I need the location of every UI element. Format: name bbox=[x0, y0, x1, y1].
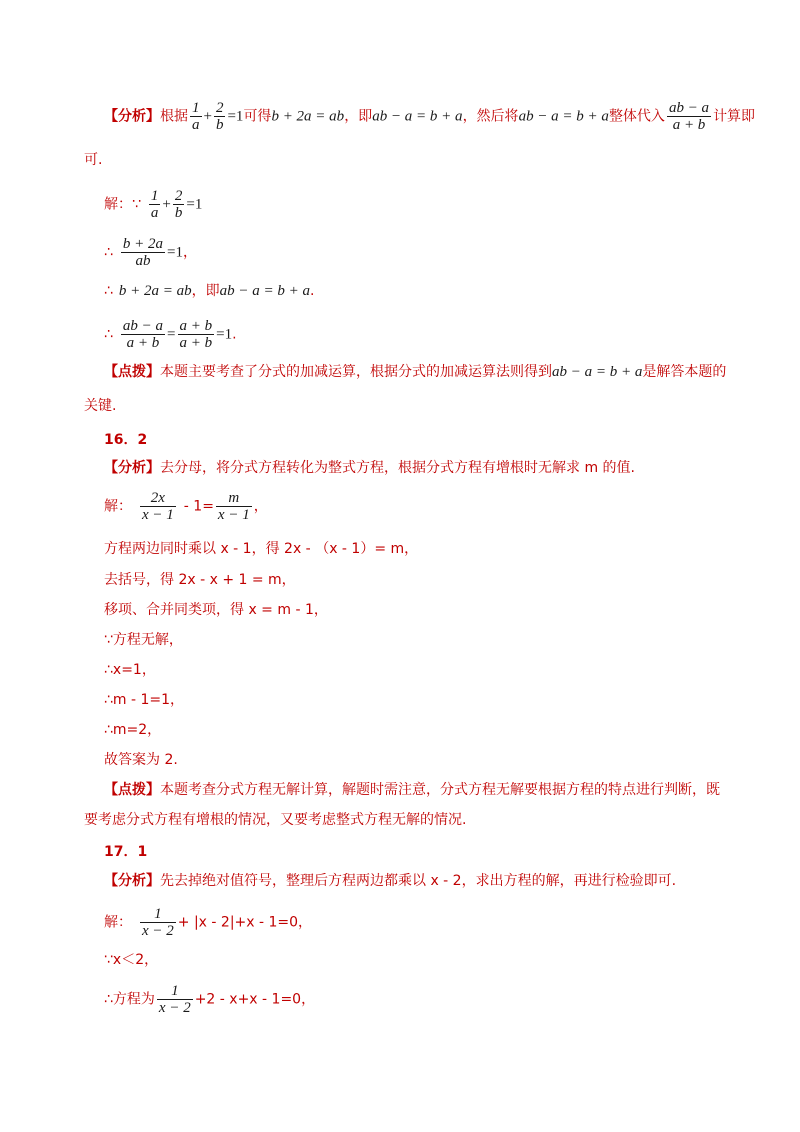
s16-step-2: 去括号，得 2x - x + 1 = m， bbox=[104, 572, 296, 588]
s16-solution-line: 解： $\frac{2x}{x - 1}$ - 1= $\frac{m}{x - 1}$ ， bbox=[104, 490, 268, 523]
s16-step-5: ∴x=1， bbox=[104, 662, 156, 678]
equation-ab-a-2: ab − a = b + a bbox=[518, 108, 609, 125]
s15-analysis-line bbox=[104, 100, 755, 133]
text: 整体代入 bbox=[608, 108, 665, 125]
s15-solution-line-2: ∴ $\frac{b + 2a}{ab}$ =1， bbox=[104, 236, 198, 269]
fraction: $\frac{a + b}{a + b}$ bbox=[179, 318, 213, 351]
s16-analysis-line: 【分析】去分母，将分式方程转化为整式方程，根据分式方程有增根时无解求 m 的值. bbox=[104, 460, 635, 476]
text: 可得 bbox=[243, 108, 272, 125]
fraction: $\frac{1}{a}$ bbox=[150, 188, 159, 221]
question-17-number: 17．1 bbox=[104, 844, 148, 860]
text: ，即 bbox=[344, 108, 373, 125]
s16-step-7: ∴m=2， bbox=[104, 722, 162, 738]
text: 根据 bbox=[160, 108, 188, 125]
s16-step-8: 故答案为 2. bbox=[104, 752, 178, 768]
s16-dianbo-line-2: 要考虑分式方程有增根的情况，又要考虑整式方程无解的情况. bbox=[84, 812, 467, 828]
equation-ab-a: ab − a = b + a bbox=[372, 108, 463, 125]
s15-dianbo-line: 【点拨】本题主要考查了分式的加减运算，根据分式的加减运算法则得到ab − a = b + a是解答本题的 bbox=[104, 364, 727, 380]
s15-solution-line-4: ∴ $\frac{ab - a}{a + b}$ = $\frac{a + b}{a + b}$ =1. bbox=[104, 318, 237, 351]
s16-step-4: ∵方程无解， bbox=[104, 632, 183, 648]
s15-solution-line-3: ∴ b + 2a = ab，即ab − a = b + a. bbox=[104, 283, 315, 299]
fraction: $\frac{ab - a}{a + b}$ bbox=[122, 318, 164, 351]
fraction: $\frac{1}{x - 2}$ bbox=[158, 983, 191, 1016]
s17-step-1: ∵x＜2， bbox=[104, 952, 159, 968]
analysis-tag: 【分析】 bbox=[104, 108, 160, 125]
s17-step-2: ∴方程为 $\frac{1}{x - 2}$ +2 - x+x - 1=0， bbox=[104, 983, 316, 1016]
s17-solution-line: 解： $\frac{1}{x - 2}$ + |x - 2|+x - 1=0， bbox=[104, 906, 313, 939]
s17-analysis-line: 【分析】先去掉绝对值符号，整理后方程两边都乘以 x - 2，求出方程的解，再进行检验即可. bbox=[104, 873, 677, 889]
question-16-number: 16．2 bbox=[104, 432, 148, 448]
s15-analysis-line-2: 可. bbox=[84, 152, 103, 168]
fraction: $\frac{b + 2a}{ab}$ bbox=[122, 236, 164, 269]
text: 计算即 bbox=[713, 108, 756, 125]
fraction-2-over-b: $\frac{2}{b}$ bbox=[215, 100, 224, 133]
s16-dianbo-line: 【点拨】本题考查分式方程无解计算，解题时需注意，分式方程无解要根据方程的特点进行判断，既 bbox=[104, 782, 720, 798]
fraction: $\frac{2x}{x - 1}$ bbox=[142, 490, 174, 523]
equation-b-2a-ab: b + 2a = ab bbox=[271, 108, 345, 125]
plus-sign: + bbox=[203, 108, 212, 125]
fraction: $\frac{m}{x - 1}$ bbox=[217, 490, 250, 523]
s16-step-3: 移项、合并同类项，得 x = m - 1， bbox=[104, 602, 328, 618]
fraction: $\frac{1}{x - 2}$ bbox=[142, 906, 174, 939]
s15-solution-line-1: 解：∵ $\frac{1}{a}$ + $\frac{2}{b}$ =1 bbox=[104, 188, 203, 221]
fraction-target: $\frac{ab - a}{a + b}$ bbox=[668, 100, 710, 133]
s16-step-1: 方程两边同时乘以 x - 1，得 2x - （x - 1）= m， bbox=[104, 541, 419, 557]
fraction-1-over-a: $\frac{1}{a}$ bbox=[192, 100, 200, 133]
text: ，然后将 bbox=[462, 108, 519, 125]
s16-step-6: ∴m - 1=1， bbox=[104, 692, 185, 708]
s15-dianbo-line-2: 关键. bbox=[84, 398, 117, 414]
equals-one: =1 bbox=[227, 108, 244, 125]
fraction: $\frac{2}{b}$ bbox=[174, 188, 183, 221]
